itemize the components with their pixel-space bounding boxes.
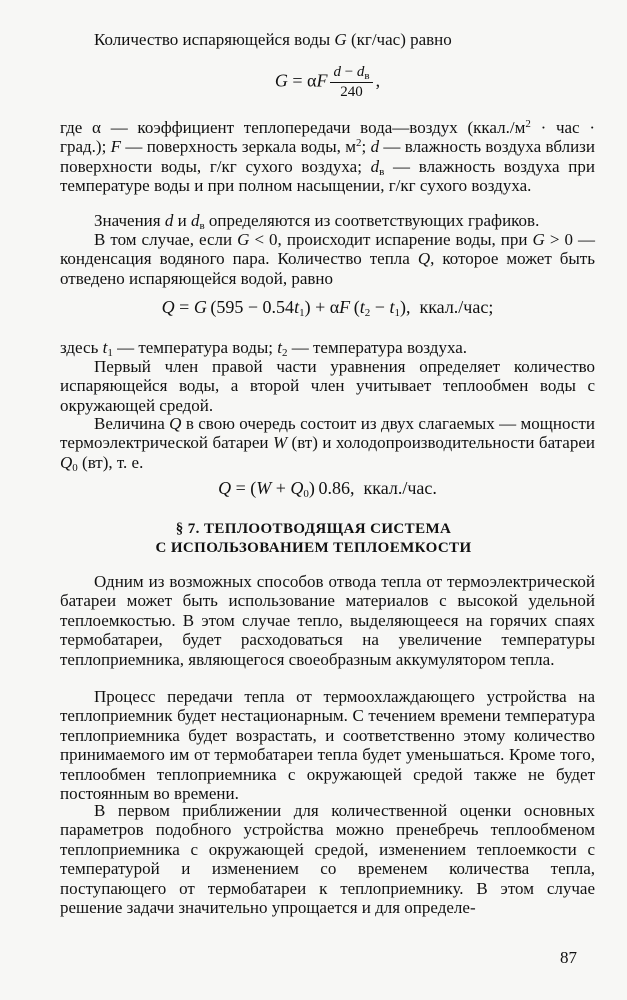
paragraph-temperatures: здесь $t_1$ — температура воды; $t_2$ — температура воздуха. bbox=[60, 338, 468, 359]
paragraph-values-from-graphs: Значения d и $d_в$ определяются из соответствующих графиков. bbox=[94, 211, 540, 232]
section-heading-line-2: С ИСПОЛЬЗОВАНИЕМ ТЕПЛОЕМКОСТИ bbox=[155, 540, 472, 556]
section-heading-line-1: § 7. ТЕПЛООТВОДЯЩАЯ СИСТЕМА bbox=[175, 521, 452, 537]
formula-heat-removed: Q = G $(595 - 0.54t_1) + \alpha F$ $(t_2 - t_1)$, ккал./час; bbox=[161, 297, 494, 319]
formula-evaporation: G = αF $\frac{d - d_в}{240}$ , bbox=[274, 64, 381, 100]
paragraph-evaporation-intro: Количество испаряющейся воды G (кг/час) равно bbox=[94, 30, 452, 49]
page-number: 87 bbox=[560, 948, 577, 967]
paragraph-first-approximation: В первом приближении для количественной оценки основных параметров подобного устройства можно пренебречь теплообменом теплоприемника с окружающей средой, изменением теплоемкости с температурой и изменением со временем количества тепла, поступающего от термобатареи к теплоприемнику. В этом случае решение задачи значительно упрощается и для определе- bbox=[60, 801, 595, 918]
formula-q-power: $Q = (W + Q_0)$ 0.86, ккал./час. bbox=[218, 478, 437, 500]
paragraph-first-term: Первый член правой части уравнения определяет количество испаряющейся воды, а второй член учитывает теплообмен воды с окружающей средой. bbox=[60, 357, 595, 415]
paragraph-nonstationary-process: Процесс передачи тепла от термоохлаждающего устройства на теплоприемник будет нестационарным. С течением времени температура теплоприемника будет возрастать, и соответственно этому количество принимаемого им от термобатареи тепла будет уменьшаться. Кроме того, теплообмен теплоприемника с окружающей средой также не будет постоянным во времени. bbox=[60, 687, 595, 804]
paragraph-variable-definitions: где α — коэффициент теплопередачи вода—воздух ($ккал./м^2$ · час · град.); F — поверхность зеркала воды, $м^2$; d — влажность воздуха вблизи поверхности воды, г/кг сухого воздуха; $d_в$ — влажность воздуха при температуре воды и при полном насыщении, г/кг сухого воздуха. bbox=[60, 118, 596, 196]
paragraph-condensation: В том случае, если G < 0, происходит испарение воды, при G > 0 — конденсация водяного пара. Количество тепла Q, которое может быть отведено испаряющейся водой, равно bbox=[60, 230, 595, 288]
paragraph-heat-capacity-method: Одним из возможных способов отвода тепла от термоэлектрической батареи может быть использование материалов с высокой удельной теплоемкостью. В этом случае тепло, выделяющееся на горячих спаях термобатареи, будет расходоваться на увеличение температуры теплоприемника, являющегося своеобразным аккумулятором тепла. bbox=[60, 572, 595, 669]
paragraph-q-components: Величина Q в свою очередь состоит из двух слагаемых — мощности термоэлектрической батареи W (вт) и холодопроизводительности батареи $Q_0$ (вт), т. е. bbox=[60, 414, 595, 474]
